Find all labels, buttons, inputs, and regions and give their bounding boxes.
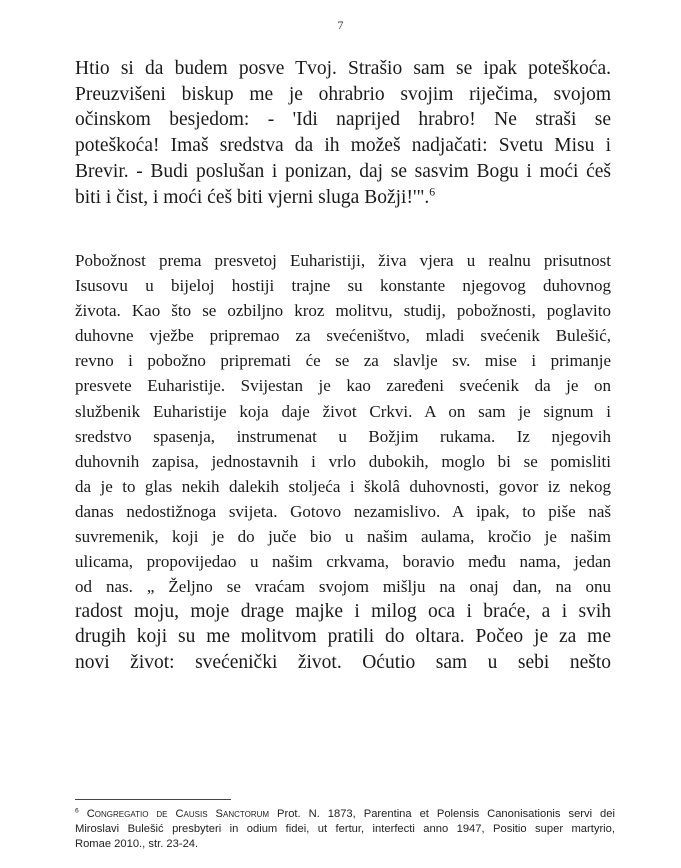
text-line: očinskom besjedom: - 'Idi naprijed hrabro! Ne straši se (75, 109, 611, 131)
footnote-reference[interactable]: 6 (429, 185, 436, 199)
text-line: ulicama, propovijedao u našim crkvama, boravio među nama, jedan (75, 552, 611, 572)
text-line: života. Kao što se ozbiljno kroz molitvu, studij, pobožnosti, poglavito (75, 301, 611, 321)
text-line-content: biti i čist, i moći ćeš biti vjerni sluga Božji!'". (75, 186, 430, 208)
text-line: Isusovu u bijeloj hostiji trajne su konstante njegovog duhovnog (75, 276, 611, 296)
text-line: danas nedostižnoga svijeta. Gotovo nezamislivo. A ipak, to piše naš (75, 501, 611, 521)
text-line: sredstvo spasenja, instrumenat u Božjim rukama. Iz njegovih (75, 426, 611, 446)
paragraph-quote-continuation (75, 56, 611, 210)
footnote-text: Prot. N. 1873, Parentina et Polensis Canonisationis servi dei (269, 808, 615, 820)
text-line: drugih koji su me molitvom pratili do oltara. Počeo je za me (75, 626, 611, 648)
footnote-marker: 6 (75, 807, 79, 815)
text-line: presvete Euharistije. Svijestan je kao zaređeni svećenik da je on (75, 376, 611, 396)
paragraph-eucharist-devotion (75, 248, 611, 675)
footnote (75, 807, 615, 852)
text-line: Htio si da budem posve Tvoj. Strašio sam se ipak poteškoća. (75, 58, 611, 79)
text-line: poteškoća! Imaš sredstva da ih možeš nadjačati: Svetu Misu i (75, 135, 611, 157)
text-line: Preuzvišeni biskup me je ohrabrio svojim riječima, svojom (75, 83, 611, 105)
text-line: Brevir. - Budi poslušan i ponizan, daj se sasvim Bogu i moći ćeš (75, 160, 611, 182)
text-line: službenik Euharistije koja daje život Crkvi. A on sam je signum i (75, 401, 611, 421)
text-line: od nas. „ Željno se vraćam svojom mišlju na onaj dan, na onu (75, 577, 611, 597)
footnote-line (75, 807, 615, 822)
text-line: revno i pobožno pripremati će se za slavlje sv. mise i primanje (75, 351, 611, 371)
footnote-separator (75, 799, 231, 800)
text-line: radost moju, moje drage majke i milog oca i braće, a i svih (75, 601, 611, 623)
text-line (75, 185, 611, 211)
text-line: suvremenik, koji je do juče bio u našim aulama, kročio je našim (75, 527, 611, 547)
text-line: Pobožnost prema presvetoj Euharistiji, živa vjera u realnu prisutnost (75, 251, 611, 270)
footnote-congregation: Congregatio de Causis Sanctorum (86, 808, 270, 820)
text-line: novi život: svećenički život. Oćutio sam u sebi nešto (75, 651, 611, 673)
text-line: duhovne vježbe pripremao za svećeništvo, mladi svećenik Bulešić, (75, 326, 611, 346)
text-line: duhovnih zapisa, jednostavnih i vrlo dubokih, moglo bi se pomisliti (75, 451, 611, 471)
page-number: 7 (337, 18, 344, 32)
text-line: da je to glas nekih dalekih stoljeća i školâ duhovnosti, govor iz nekog (75, 476, 611, 496)
footnote-line: Romae 2010., str. 23-24. (75, 838, 199, 850)
footnote-line: Miroslavi Bulešić presbyteri in odium fidei, ut fertur, interfecti anno 1947, Positio super martyrio, (75, 823, 615, 835)
